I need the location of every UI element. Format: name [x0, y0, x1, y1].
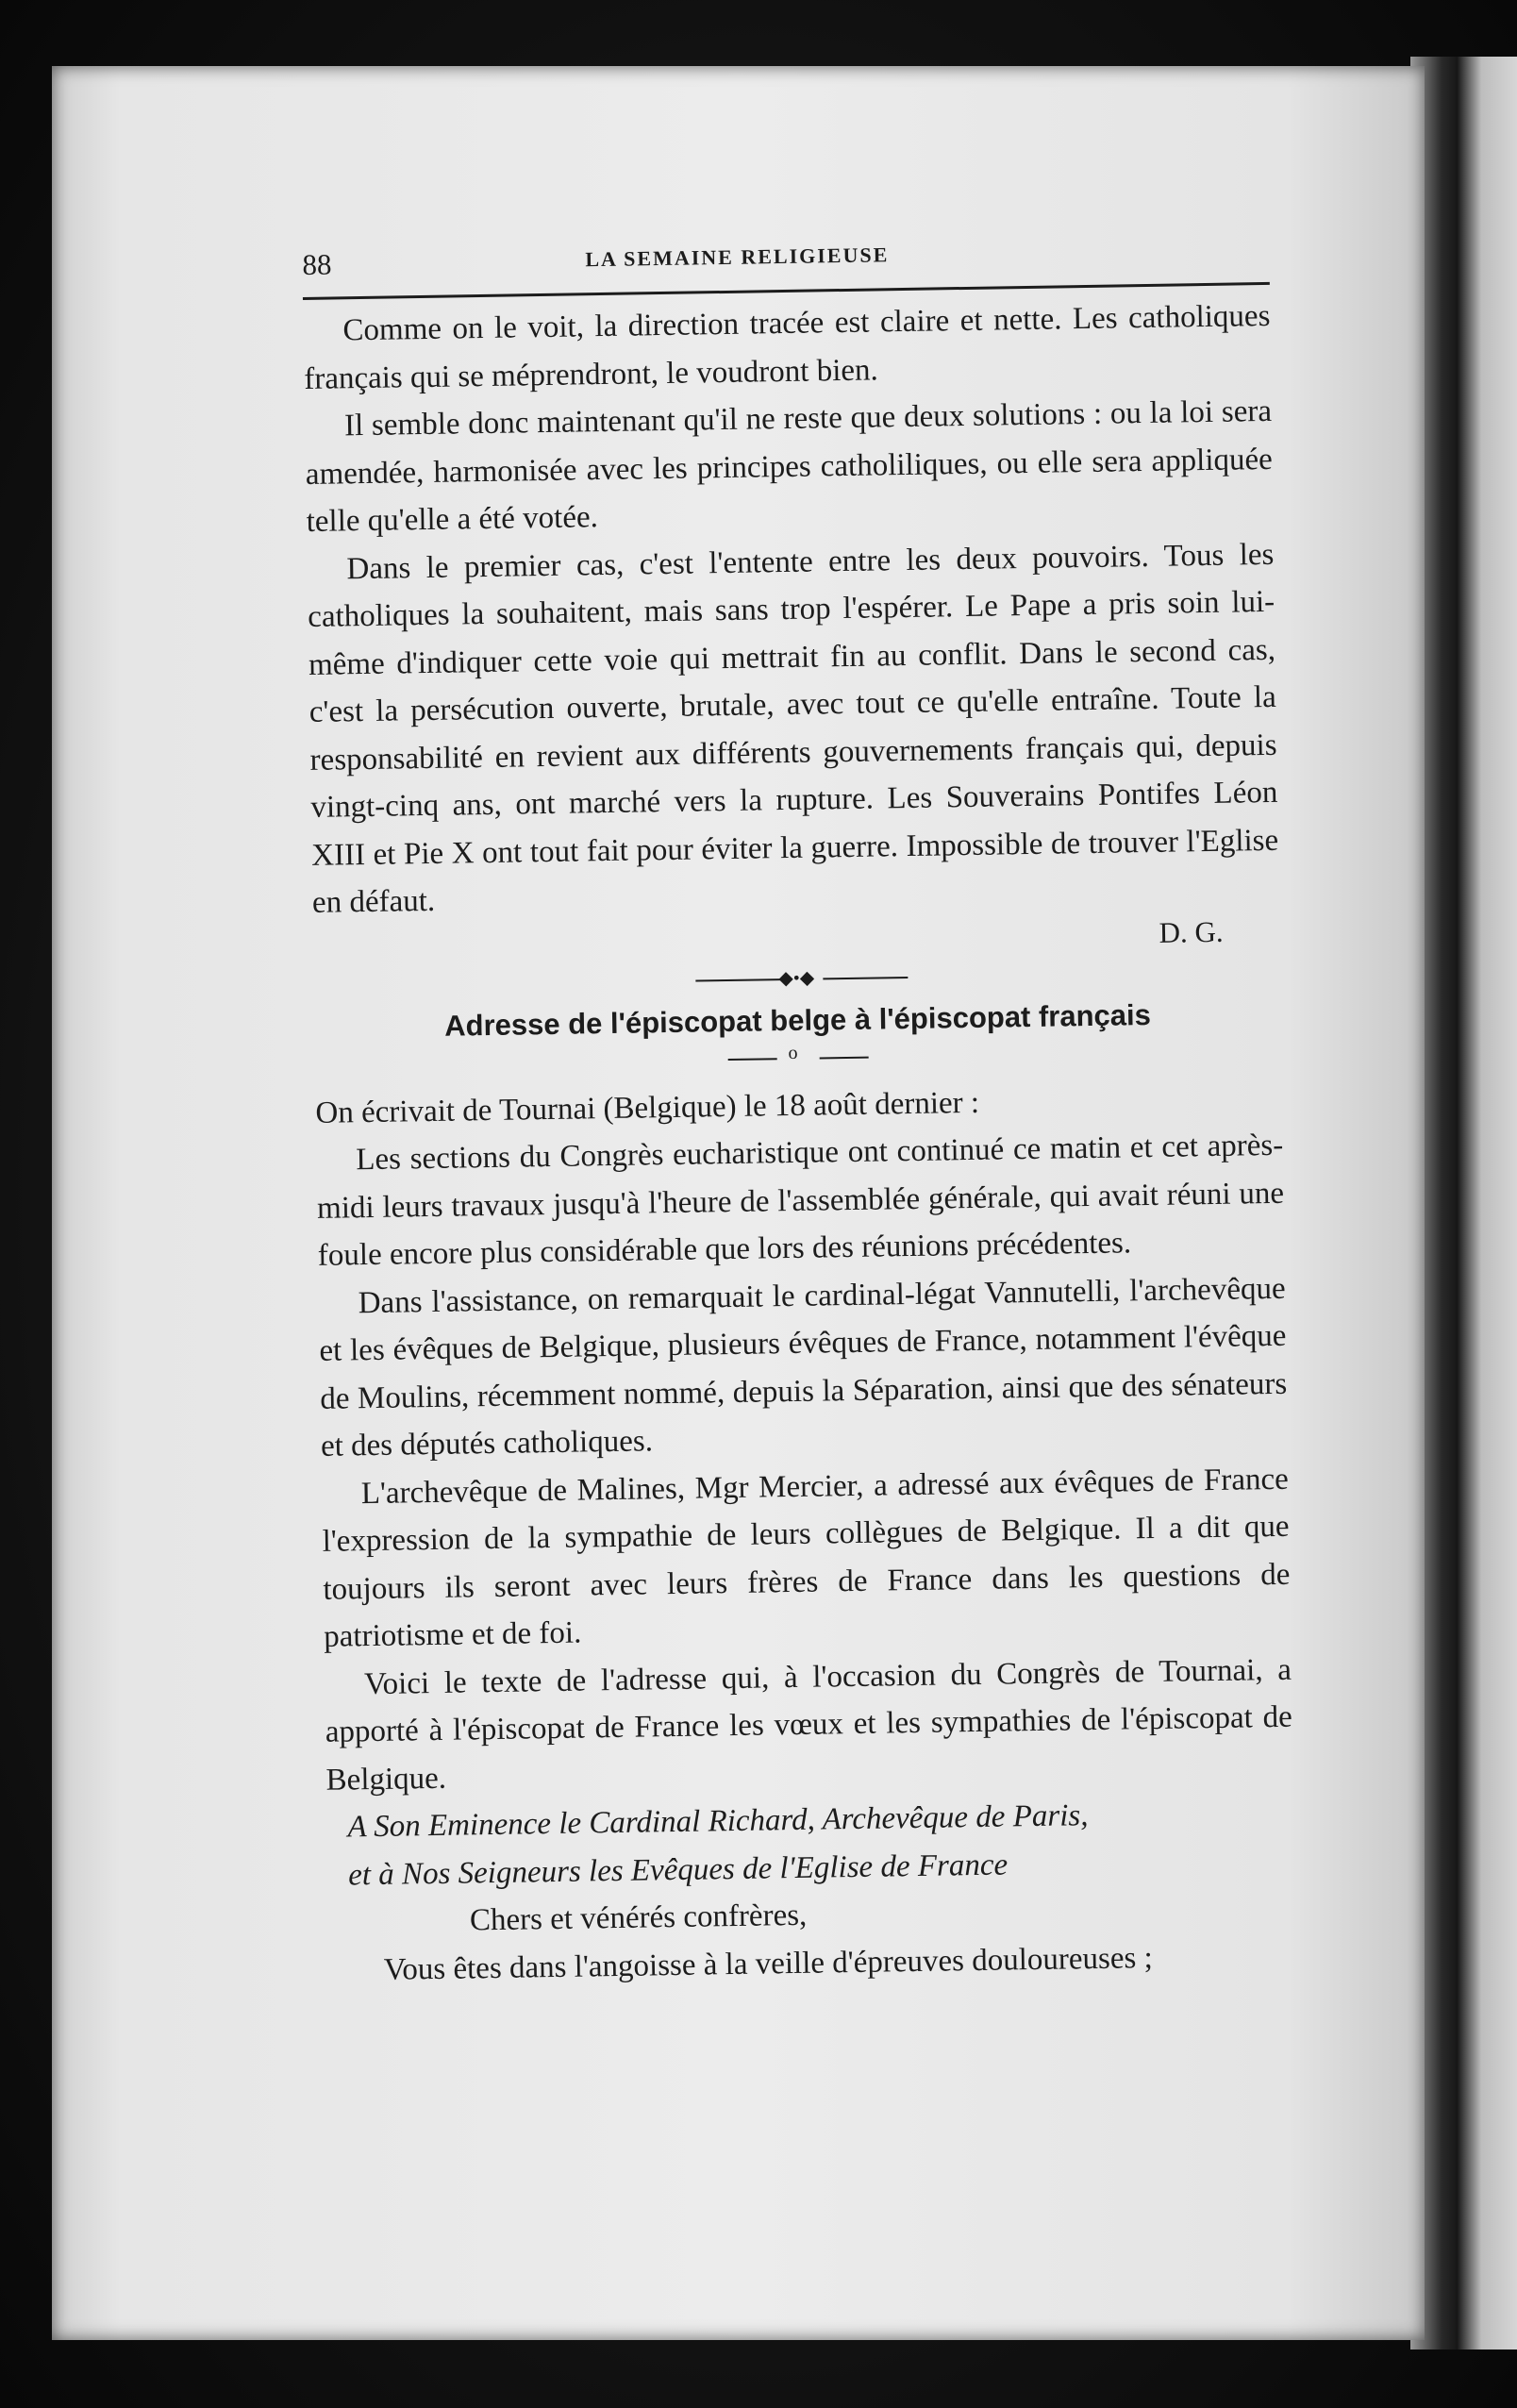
separator-line-right — [820, 1056, 869, 1059]
paragraph-1: Comme on le voit, la direction tracée est claire et nette. Les catholiques français qui se méprendront, le voudront bien. — [304, 298, 1271, 396]
closing-line: Vous êtes dans l'angoisse à la veille d'épreuves douloureuses ; — [383, 1940, 1153, 1987]
running-title: LA SEMAINE RELIGIEUSE — [585, 242, 890, 272]
paragraph-6: L'archevêque de Malines, Mgr Mercier, a adressé aux évêques de France l'expression de la sympathie de leurs collègues de Belgique. Il a dit que toujours ils seront avec leurs frères de France dans les questions de patriotisme et de foi. — [322, 1462, 1291, 1654]
paragraph-5: Dans l'assistance, on remarquait le cardinal-légat Vannutelli, l'archevêque et les évêques de Belgique, plusieurs évêques de France, notamment l'évêque de Moulins, récemment nommé, depuis la Séparation, ainsi que des sénateurs et des députés catholiques. — [319, 1271, 1288, 1463]
paragraph-2: Il semble donc maintenant qu'il ne reste que deux solutions : ou la loi sera amendée, harmonisée avec les principes catholiliques, ou elle sera appliquée telle qu'elle a été votée. — [305, 393, 1274, 539]
separator-mark: o — [788, 1042, 798, 1063]
ornament-line-right — [823, 977, 908, 979]
salutation: Chers et vénérés confrères, — [469, 1898, 808, 1938]
ornament-line-left — [695, 978, 780, 981]
page-content — [302, 226, 1296, 1995]
facing-page-edge — [1458, 57, 1517, 2349]
paragraph-7: Voici le texte de l'adresse qui, à l'occasion du Congrès de Tournai, a apporté à l'épiscopat de France les vœux et les sympathies de l'épiscopat de Belgique. — [325, 1652, 1292, 1798]
address-line-2: et à Nos Seigneurs les Evêques de l'Eglise de France — [347, 1847, 1009, 1892]
ornament-knot-icon: ◆•◆ — [778, 967, 815, 989]
separator-line-left — [728, 1058, 777, 1061]
paragraph-3: Dans le premier cas, c'est l'entente entre les deux pouvoirs. Tous les catholiques la souhaitent, mais sans trop l'espérer. Le Pape a pris soin lui-même d'indiquer cette voie qui mettrait fin au conflit. Dans le second cas, c'est la persécution ouverte, brutale, avec tout ce qu'elle entraîne. Toute la responsabilité en revient aux différents gouvernements français qui, depuis vingt-cinq ans, ont marché vers la rupture. Les Souverains Pontifes Léon XIII et Pie X ont tout fait pour éviter la guerre. Impossible de trouver l'Eglise en défaut. — [307, 537, 1279, 920]
section-title: Adresse de l'épiscopat belge à l'épiscopat français — [443, 997, 1152, 1043]
page-number: 88 — [302, 247, 332, 281]
author-signature: D. G. — [1159, 914, 1224, 949]
address-line-1: A Son Eminence le Cardinal Richard, Archevêque de Paris, — [347, 1798, 1089, 1845]
dateline: On écrivait de Tournai (Belgique) le 18 août dernier : — [315, 1085, 980, 1130]
paragraph-4: Les sections du Congrès eucharistique ont continué ce matin et cet après-midi leurs travaux jusqu'à l'heure de l'assemblée générale, qui avait réuni une foule encore plus considérable que lors des réunions précédentes. — [316, 1128, 1285, 1273]
